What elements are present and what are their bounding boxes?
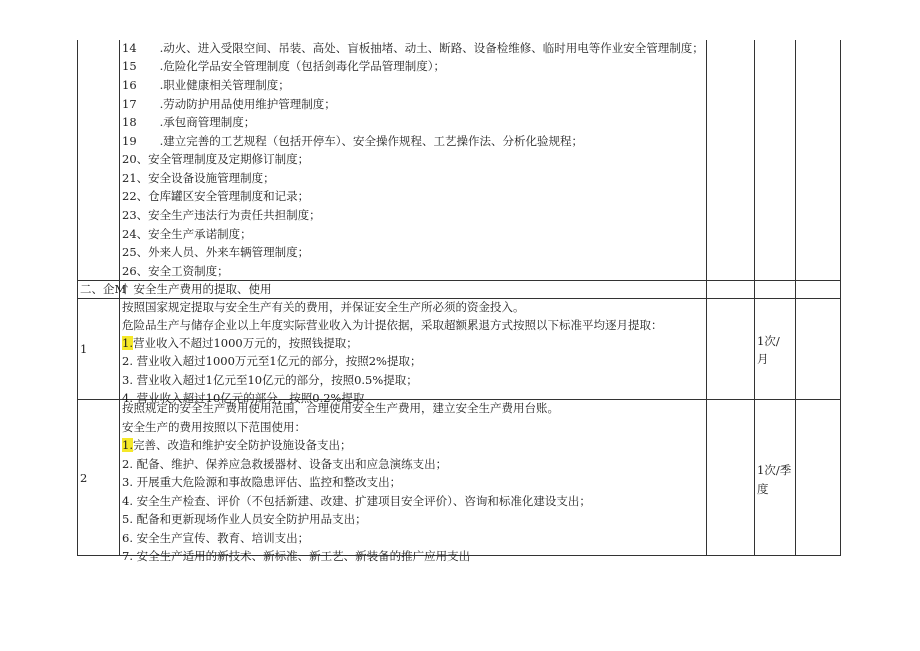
list-item: 25、外来人员、外来车辆管理制度； [122,245,310,259]
list-item: 16 .职业健康相关管理制度； [122,78,290,92]
content-line: 安全生产的费用按照以下范围使用： [122,420,306,434]
content-line: 3. 营业收入超过1亿元至10亿元的部分，按照0.5%提取； [122,373,418,387]
highlighted-number: 1. [122,438,133,452]
frequency-line: 度 [757,482,769,496]
list-item: 20、安全管理制度及定期修订制度； [122,152,310,166]
content-line: 7. 安全生产适用的新技术、新标准、新工艺、新装备的推广应用支出 [122,549,471,563]
item-number: 1 [80,342,88,356]
content-line: 3. 开展重大危险源和事故隐患评估、监控和整改支出； [122,475,402,489]
content-line: 2. 营业收入超过1000万元至1亿元的部分，按照2%提取； [122,354,422,368]
frequency-line: 1次/ [757,334,780,348]
section-number: 二、企M [80,282,127,296]
content-line: 1.完善、改造和维护安全防护设施设备支出； [122,438,352,452]
section-title: 忄安全生产费用的提取、使用 [122,282,272,296]
list-item: 23、安全生产违法行为责任共担制度； [122,208,321,222]
list-item: 24、安全生产承诺制度； [122,227,252,241]
content-line: 按照国家规定提取与安全生产有关的费用，并保证安全生产所必须的资金投入。 [122,300,525,314]
item-number: 2 [80,471,88,485]
list-item: 21、安全设备设施管理制度； [122,171,275,185]
content-line: 4. 安全生产检查、评价（不包括新建、改建、扩建项目安全评价）、咨询和标准化建设支出； [122,494,591,508]
highlighted-number: 1. [122,336,133,350]
content-line: 5. 配备和更新现场作业人员安全防护用品支出； [122,512,367,526]
content-line: 按照规定的安全生产费用使用范围，合理使用安全生产费用，建立安全生产费用台账。 [122,401,559,415]
content-line: 6. 安全生产宣传、教育、培训支出； [122,531,310,545]
list-item: 19 .建立完善的工艺规程（包括开停车）、安全操作规程、工艺操作法、分析化验规程； [122,134,584,148]
list-item: 14 .动火、进入受限空间、吊装、高处、盲板抽堵、动土、断路、设备检维修、临时用电等作业安全管理制度； [122,41,704,55]
list-item: 15 .危险化学品安全管理制度（包括剑毒化学品管理制度）； [122,59,446,73]
list-item: 18 .承包商管理制度； [122,115,256,129]
frequency-line: 1次/季 [757,463,792,477]
content-line: 危险品生产与储存企业以上年度实际营业收入为计提依据，采取超额累退方式按照以下标准平均逐月提取： [122,318,663,332]
item-content [120,299,705,405]
list-item: 22、仓库罐区安全管理制度和记录； [122,189,310,203]
list-item: 26、安全工资制度； [122,264,229,278]
content-line: 4. 营业收入超过10亿元的部分，按照0.2%提取 [122,391,365,405]
content-line: 1.营业收入不超过1000万元的，按照钱提取； [122,336,358,350]
frequency-line: 月 [757,352,769,366]
list-item: 17 .劳动防护用品使用维护管理制度； [122,97,336,111]
content-line: 2. 配备、维护、保养应急救援器材、设备支出和应急演练支出； [122,457,448,471]
item-content [120,400,705,563]
